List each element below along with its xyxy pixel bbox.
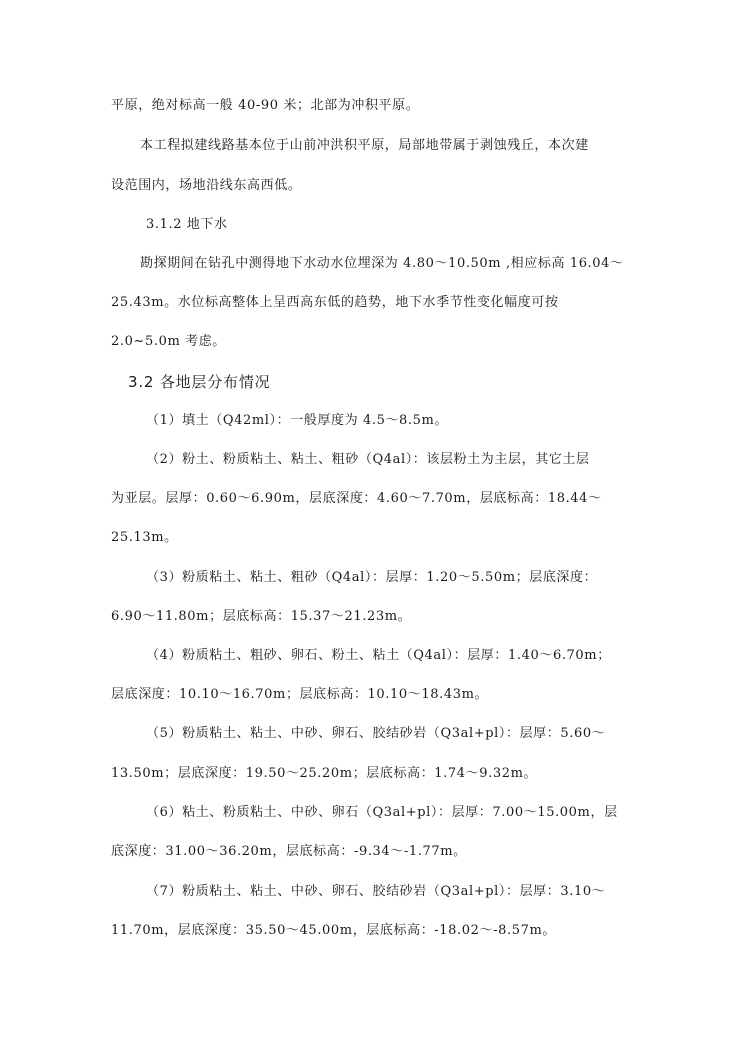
paragraph-line: 25.13m。	[111, 530, 178, 545]
paragraph-line: 2.0~5.0m 考虑。	[111, 334, 226, 349]
paragraph-line: 25.43m。水位标高整体上呈西高东低的趋势，地下水季节性变化幅度可按	[111, 295, 559, 310]
paragraph-line: （4）粉质粘土、粗砂、卵石、粉土、粘土（Q4al）：层厚：1.40～6.70m；	[146, 648, 611, 663]
paragraph-line: 平原，绝对标高一般 40-90 米；北部为冲积平原。	[111, 98, 420, 113]
paragraph-line: （7）粉质粘土、粘土、中砂、卵石、胶结砂岩（Q3al+pl）：层厚：3.10～	[146, 884, 606, 899]
paragraph-line: 13.50m；层底深度：19.50～25.20m；层底标高：1.74～9.32m。	[111, 766, 538, 781]
section-heading: 3.2 各地层分布情况	[128, 373, 271, 391]
paragraph-line: 底深度：31.00～36.20m，层底标高：-9.34～-1.77m。	[111, 844, 467, 859]
paragraph-line: （3）粉质粘土、粘土、粗砂（Q4al）：层厚：1.20～5.50m；层底深度：	[146, 570, 598, 585]
paragraph-line: （6）粘土、粉质粘土、中砂、卵石（Q3al+pl）：层厚：7.00～15.00m，层	[146, 805, 618, 820]
paragraph-line: 设范围内，场地沿线东高西低。	[111, 178, 302, 193]
paragraph-line: 勘探期间在钻孔中测得地下水动水位埋深为 4.80～10.50m ,相应标高 16.04～	[140, 256, 624, 271]
paragraph-line: （5）粉质粘土、粘土、中砂、卵石、胶结砂岩（Q3al+pl）：层厚：5.60～	[146, 726, 606, 741]
section-subheading: 3.1.2 地下水	[146, 217, 228, 232]
paragraph-line: 11.70m，层底深度：35.50～45.00m，层底标高：-18.02～-8.57m。	[111, 923, 556, 938]
paragraph-line: 层底深度：10.10～16.70m；层底标高：10.10～18.43m。	[111, 687, 489, 702]
paragraph-line: （1）填土（Q42ml）：一般厚度为 4.5～8.5m。	[146, 413, 449, 428]
paragraph-line: （2）粉土、粉质粘土、粘土、粗砂（Q4al）：该层粉土为主层，其它土层	[146, 452, 590, 467]
paragraph-line: 本工程拟建线路基本位于山前冲洪积平原，局部地带属于剥蚀残丘，本次建	[140, 138, 589, 153]
paragraph-line: 为亚层。层厚：0.60～6.90m，层底深度：4.60～7.70m，层底标高：18.44～	[111, 491, 602, 506]
paragraph-line: 6.90～11.80m；层底标高：15.37～21.23m。	[111, 609, 412, 624]
